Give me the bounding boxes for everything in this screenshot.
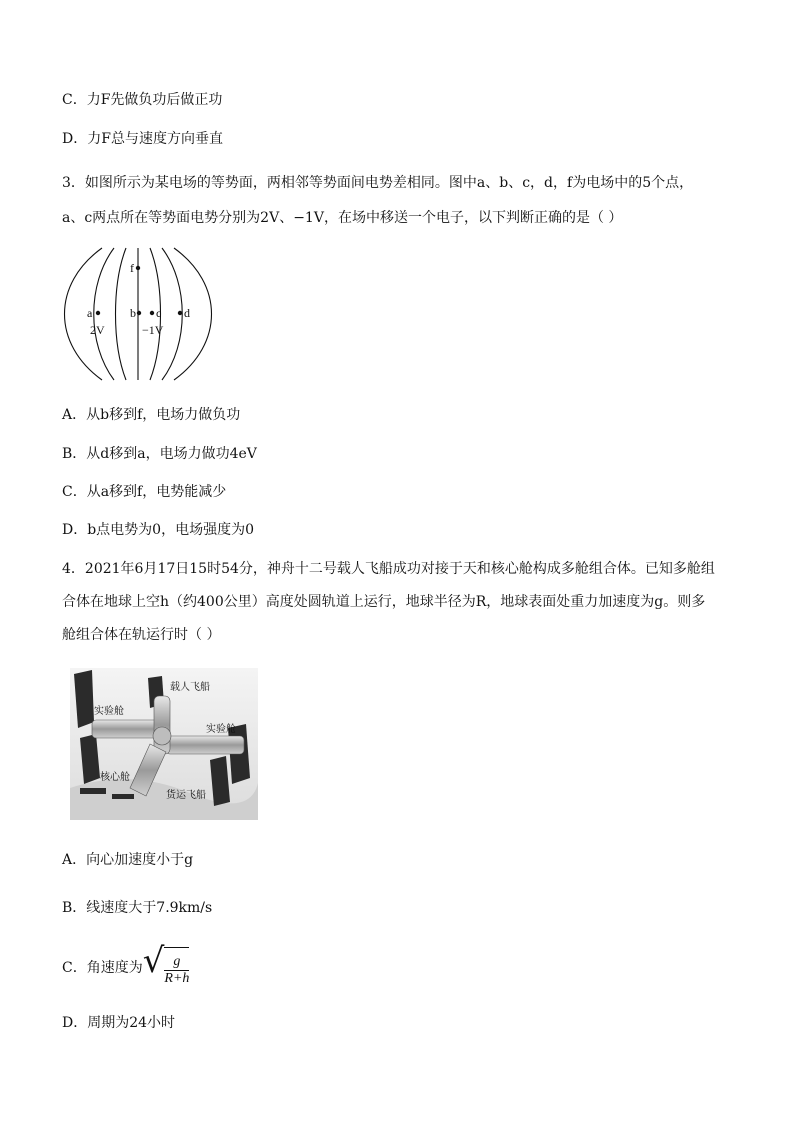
label-2v: 2V	[90, 323, 105, 337]
q3-option-b: B．从d移到a，电场力做功4eV	[62, 446, 257, 462]
fraction-numerator: g	[164, 954, 189, 971]
q2-option-c: C．力F先做负功后做正功	[62, 92, 223, 108]
label-lab-left: 实验舱	[94, 706, 124, 717]
point-a	[96, 311, 100, 315]
q3-option-c: C．从a移到f，电势能减少	[62, 484, 227, 500]
fraction	[164, 954, 189, 987]
q3-option-d: D．b点电势为0，电场强度为0	[62, 522, 255, 538]
fraction-denominator: R+h	[164, 970, 190, 986]
q2-option-d: D．力F总与速度方向垂直	[62, 131, 223, 147]
q4-option-c	[62, 941, 190, 992]
q4-option-d: D．周期为24小时	[62, 1015, 176, 1031]
q4-option-c-prefix: C．角速度为	[62, 960, 143, 976]
q4-option-b: B．线速度大于7.9km/s	[62, 900, 213, 916]
solar-panel-bottom	[80, 788, 106, 794]
label-a: a	[87, 306, 93, 320]
equipotential-figure	[62, 244, 222, 386]
point-b	[137, 311, 141, 315]
q3-stem-line1: 3．如图所示为某电场的等势面，两相邻等势面间电势差相同。图中a、b、c，d，f为电场中的5个点，	[62, 175, 694, 191]
sqrt-icon: √	[142, 941, 165, 981]
label-minus-1v: −1V	[142, 323, 164, 337]
label-lab-right: 实验舱	[206, 724, 236, 735]
space-station-figure	[70, 668, 258, 820]
q3-stem-line2: a、c两点所在等势面电势分别为2V、−1V，在场中移送一个电子，以下判断正确的是（ ）	[62, 210, 623, 226]
label-crewed-ship: 载人飞船	[170, 682, 210, 693]
q4-stem-line3: 舱组合体在轨运行时（ ）	[62, 627, 221, 643]
label-c: c	[156, 306, 162, 320]
q4-stem-line2: 合体在地球上空h（约400公里）高度处圆轨道上运行，地球半径为R，地球表面处重力加速度为g。则多	[62, 594, 706, 610]
sqrt-expression	[142, 941, 190, 992]
q3-option-a: A．从b移到f，电场力做负功	[62, 407, 241, 423]
point-c	[150, 311, 154, 315]
point-f	[136, 266, 140, 270]
q4-stem-line1: 4．2021年6月17日15时54分，神舟十二号载人飞船成功对接于天和核心舱构成多舱组合体。已知多舱组	[62, 561, 715, 577]
label-cargo-ship: 货运飞船	[166, 790, 206, 801]
label-core-module: 核心舱	[100, 772, 130, 783]
label-d: d	[184, 306, 190, 320]
label-f: f	[130, 261, 134, 275]
label-b: b	[130, 306, 136, 320]
q4-option-a: A．向心加速度小于g	[62, 852, 194, 868]
point-d	[178, 311, 182, 315]
